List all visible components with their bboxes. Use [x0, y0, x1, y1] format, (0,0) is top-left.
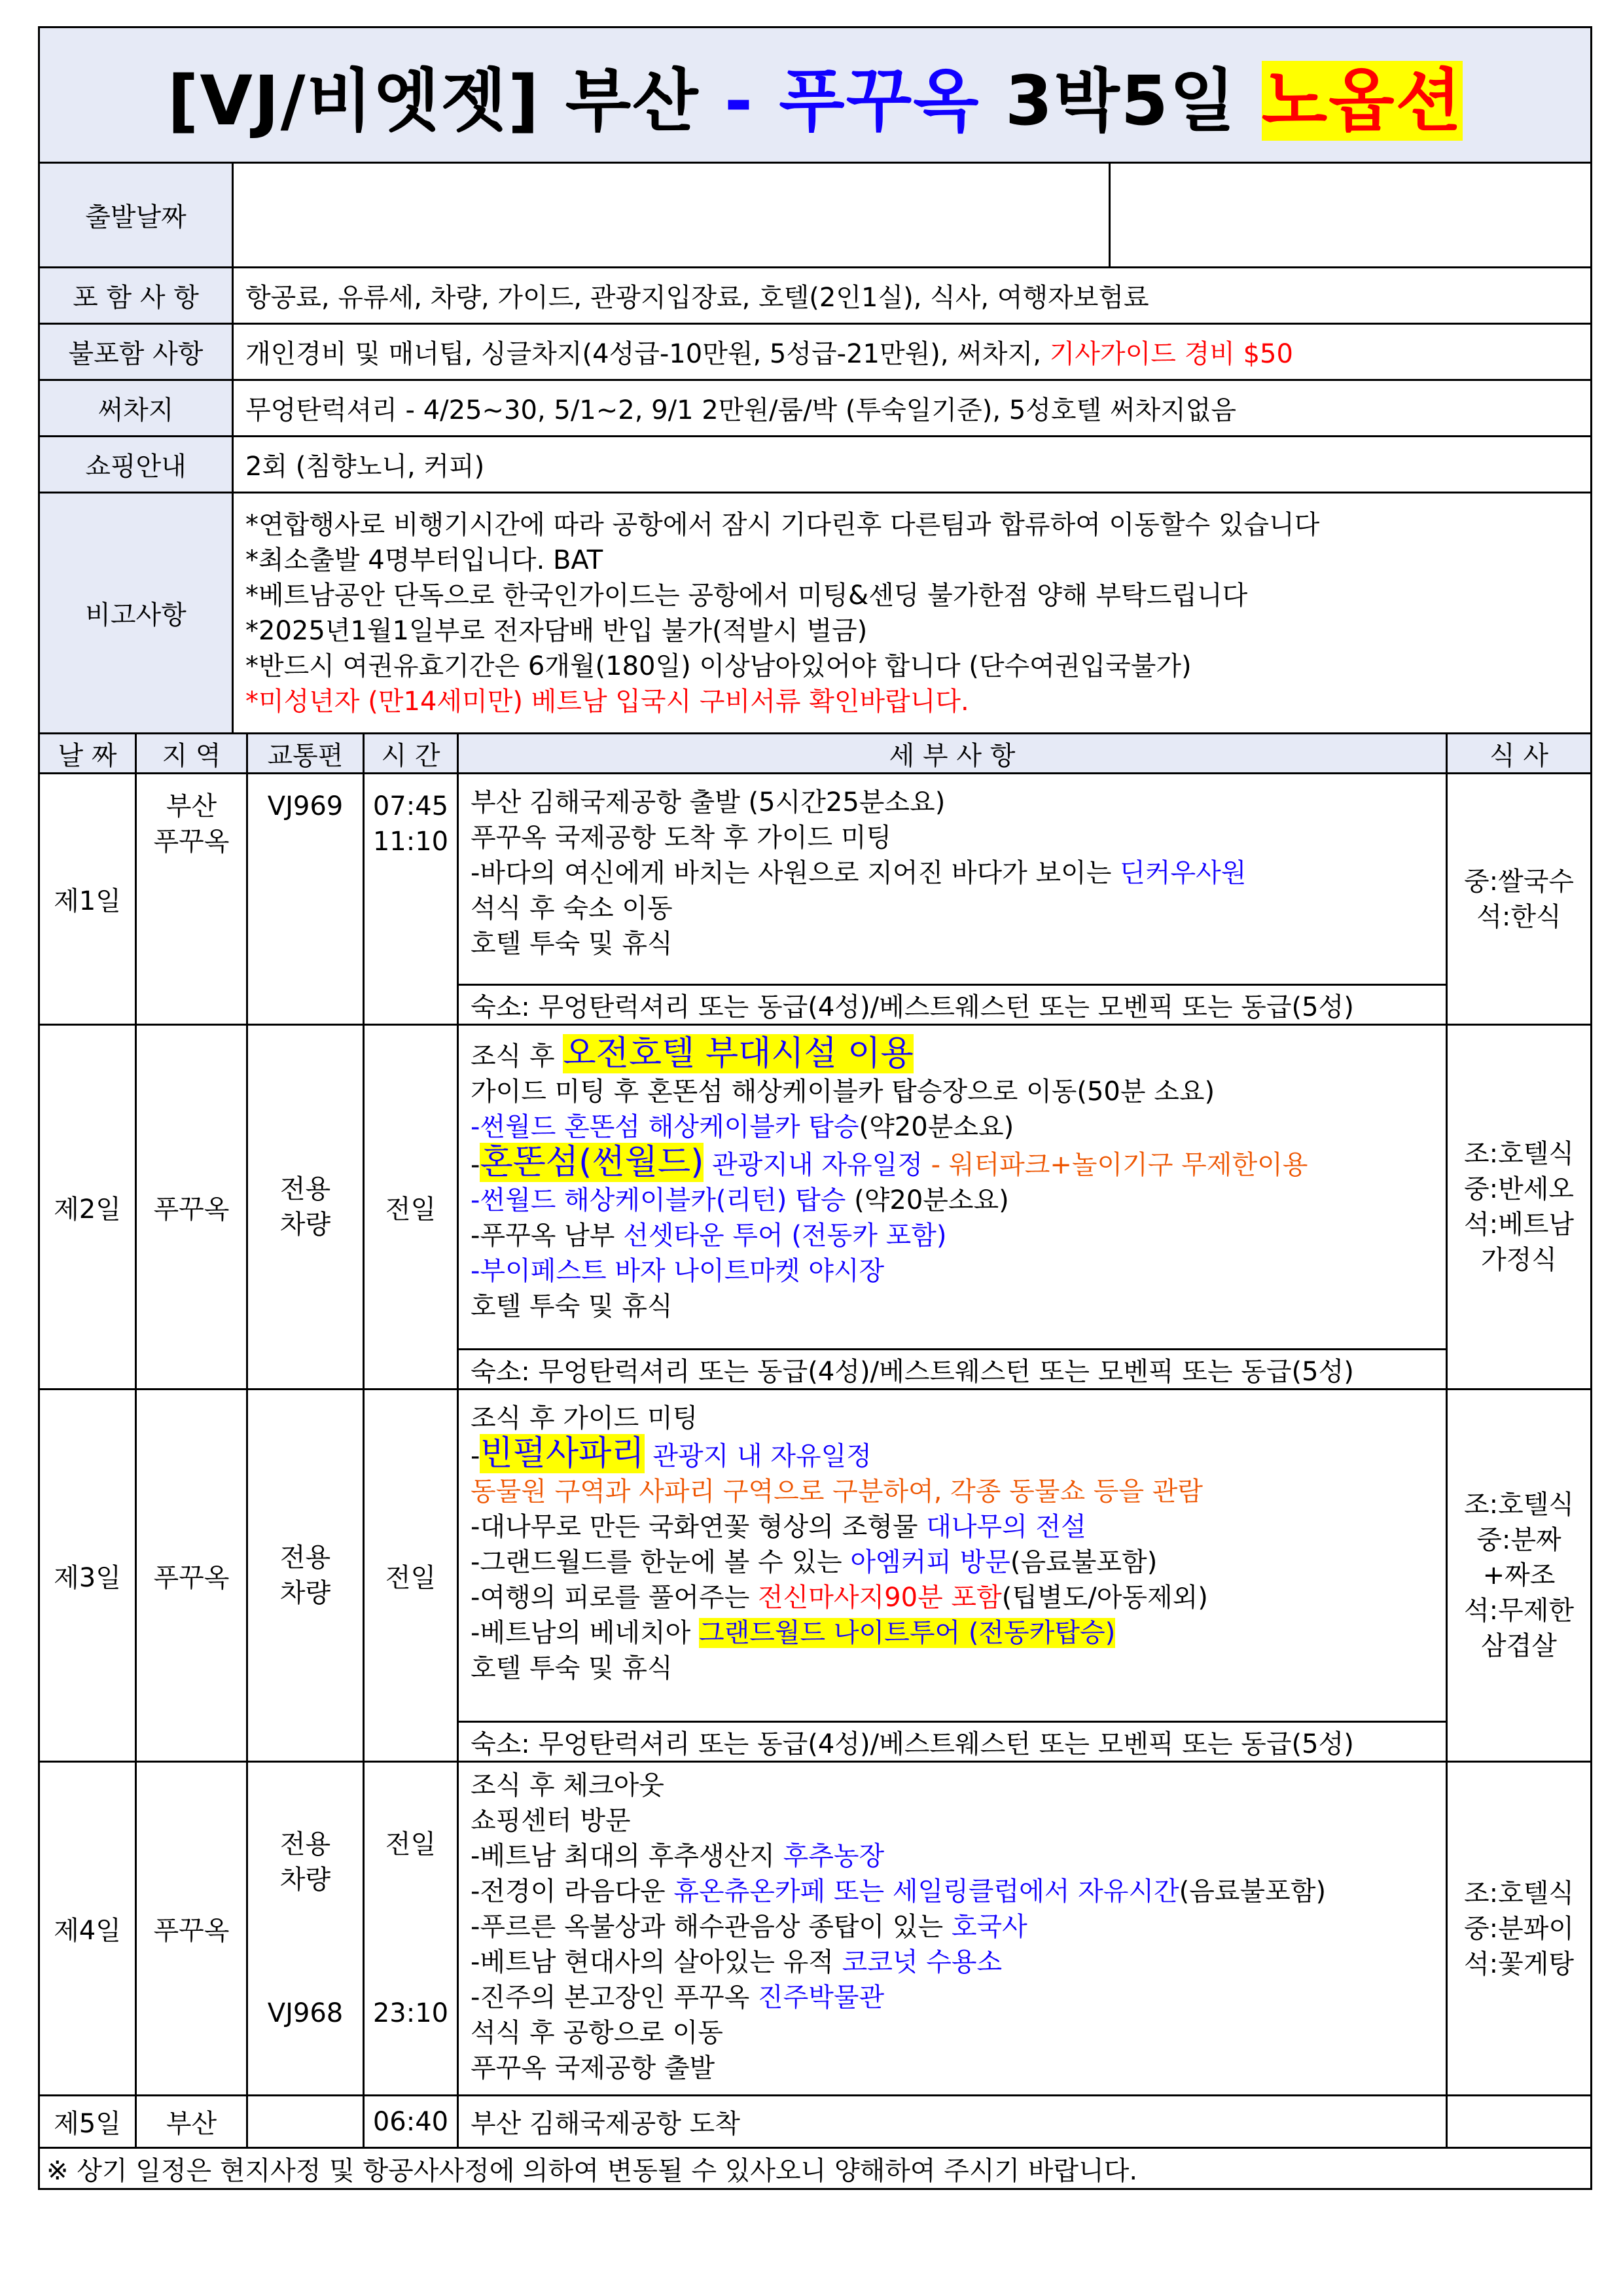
day5-meals: [1447, 2096, 1592, 2148]
detail-line: 푸꾸옥 국제공항 도착 후 가이드 미팅: [471, 823, 892, 853]
day5-region: 부산: [136, 2096, 247, 2148]
surcharge-value: 무엉탄럭셔리 - 4/25~30, 5/1~2, 9/1 2만원/룸/박 (투숙일기준), 5성호텔 써차지없음: [233, 380, 1592, 437]
excludes-label: 불포함 사항: [39, 324, 233, 380]
schedule-notice: ※ 상기 일정은 현지사정 및 항공사사정에 의하여 변동될 수 있사오니 양해하여 주시기 바랍니다.: [39, 2148, 1592, 2189]
detail-line: 부산 김해국제공항 출발 (5시간25분소요): [471, 787, 946, 817]
schedule-table: [38, 732, 1592, 2190]
header-table: [38, 26, 1592, 734]
day3-region: 푸꾸옥: [136, 1390, 247, 1762]
remark-warning-line: *미성년자 (만14세미만) 베트남 입국시 구비서류 확인바랍니다.: [245, 686, 969, 717]
day1-region: 부산 푸꾸옥: [136, 774, 247, 1025]
grand-world-highlight: 그랜드월드 나이트투어 (전동카탑승): [698, 1618, 1116, 1648]
day4-transport-gap: [248, 1897, 363, 1996]
remark-line: *연합행사로 비행기시간에 따라 공항에서 잠시 기다린후 다른팀과 합류하여 이동할수 있습니다: [245, 509, 1320, 540]
hotel-facility-highlight: 오전호텔 부대시설 이용: [563, 1034, 914, 1073]
departure-label: 출발날짜: [39, 163, 233, 268]
detail-line: -베트남의 베네치아 그랜드월드 나이트투어 (전동카탑승): [471, 1618, 1116, 1648]
detail-line: 호텔 투숙 및 휴식: [471, 1653, 673, 1683]
day3-time: 전일: [364, 1390, 458, 1762]
day2-stay: 숙소: 무엉탄럭셔리 또는 동급(4성)/베스트웨스턴 또는 모벤픽 또는 동급(5성): [458, 1350, 1447, 1390]
departure-extra-cell[interactable]: [1110, 163, 1592, 268]
day1-times: [364, 774, 458, 1025]
day1-departure-time: 07:45: [372, 791, 449, 821]
day4-meals: 조:호텔식 중:분꽈이 석:꽃게탕: [1447, 1762, 1592, 2096]
day4-region: 푸꾸옥: [136, 1762, 247, 2096]
detail-line: -빈펄사파리 관광지 내 자유일정: [471, 1434, 872, 1473]
shopping-label: 쇼핑안내: [39, 437, 233, 493]
detail-line: -썬월드 혼똔섬 해상케이블카 탑승(약20분소요): [471, 1112, 1014, 1142]
detail-line: -썬월드 해상케이블카(리턴) 탑승 (약20분소요): [471, 1185, 1009, 1215]
day2-time: 전일: [364, 1025, 458, 1390]
day1-flight: VJ969: [247, 774, 364, 1025]
temple-highlight: 딘커우사원: [1120, 858, 1247, 888]
detail-line: 조식 후 체크아웃: [471, 1770, 664, 1801]
page-title: [39, 27, 1592, 163]
remark-line: *2025년1월1일부로 전자담배 반입 불가(적발시 벌금): [245, 615, 868, 646]
day4-time: 전일: [385, 1829, 437, 1859]
title-prefix: [VJ/비엣젯] 부산: [167, 61, 724, 141]
day4-departure-time: 23:10: [372, 1998, 449, 2028]
day5-label: 제5일: [39, 2096, 136, 2148]
detail-line: 가이드 미팅 후 혼똔섬 해상케이블카 탑승장으로 이동(50분 소요): [471, 1077, 1215, 1107]
detail-line: 호텔 투숙 및 휴식: [471, 1291, 673, 1321]
detail-line: -전경이 라음다운 휴온츄온카페 또는 세일링클럽에서 자유시간(음료불포함): [471, 1876, 1327, 1907]
day1-label: 제1일: [39, 774, 136, 1025]
title-duration: 3박5일: [980, 61, 1262, 141]
departure-date-cell[interactable]: [233, 163, 1110, 268]
day5-details: 부산 김해국제공항 도착: [458, 2096, 1447, 2148]
day4-details: [458, 1762, 1447, 2096]
day2-transport: 전용 차량: [247, 1025, 364, 1390]
day1-meals: 중:쌀국수 석:한식: [1447, 774, 1592, 1025]
detail-line: -대나무로 만든 국화연꽃 형상의 조형물 대나무의 전설: [471, 1512, 1086, 1542]
detail-line: 조식 후 가이드 미팅: [471, 1403, 698, 1433]
shopping-value: 2회 (침향노니, 커피): [233, 437, 1592, 493]
day3-stay: 숙소: 무엉탄럭셔리 또는 동급(4성)/베스트웨스턴 또는 모벤픽 또는 동급(5성): [458, 1722, 1447, 1762]
hon-thom-highlight: 혼똔섬(썬월드): [480, 1143, 704, 1182]
remarks-label: 비고사항: [39, 493, 233, 734]
detail-line: 석식 후 공항으로 이동: [471, 2018, 723, 2048]
day1-arrival-time: 11:10: [372, 827, 449, 857]
detail-line: -푸꾸옥 남부 선셋타운 투어 (전동카 포함): [471, 1221, 947, 1251]
detail-line: -베트남 현대사의 살아있는 유적 코코넛 수용소: [471, 1947, 1003, 1977]
guide-fee-text: 기사가이드 경비 $50: [1049, 339, 1293, 369]
detail-line: -그랜드월드를 한눈에 볼 수 있는 아엠커피 방문(음료불포함): [471, 1547, 1158, 1577]
day5-time: 06:40: [364, 2096, 458, 2148]
day4-label: 제4일: [39, 1762, 136, 2096]
remark-line: *베트남공안 단독으로 한국인가이드는 공항에서 미팅&센딩 불가한점 양해 부탁드립니다: [245, 580, 1248, 611]
detail-line: 석식 후 숙소 이동: [471, 893, 673, 924]
header-day: 날 짜: [39, 734, 136, 774]
detail-line: 조식 후 오전호텔 부대시설 이용: [471, 1034, 914, 1073]
header-transport: 교통편: [247, 734, 364, 774]
day3-transport: 전용 차량: [247, 1390, 364, 1762]
includes-label: 포 함 사 항: [39, 268, 233, 324]
day4-transport-cell: [247, 1762, 364, 2096]
header-details: 세 부 사 항: [458, 734, 1447, 774]
day1-stay: 숙소: 무엉탄럭셔리 또는 동급(4성)/베스트웨스턴 또는 모벤픽 또는 동급(5성): [458, 985, 1447, 1025]
vinpearl-safari-highlight: 빈펄사파리: [480, 1434, 645, 1473]
day5-transport: [247, 2096, 364, 2148]
detail-line: -푸르른 옥불상과 해수관음상 종탑이 있는 호국사: [471, 1912, 1027, 1942]
header-region: 지 역: [136, 734, 247, 774]
day2-details: [458, 1025, 1447, 1350]
day3-meals: 조:호텔식 중:분짜 +짜조 석:무제한 삼겹살: [1447, 1390, 1592, 1762]
title-no-option-tag: 노옵션: [1261, 61, 1463, 141]
remarks-value: [233, 493, 1592, 734]
day1-details: [458, 774, 1447, 985]
detail-line: 호텔 투숙 및 휴식: [471, 929, 673, 959]
remark-line: *최소출발 4명부터입니다. BAT: [245, 545, 603, 575]
day3-details: [458, 1390, 1447, 1722]
title-dash: -: [724, 61, 779, 141]
day4-transport: 전용 차량: [279, 1829, 331, 1895]
detail-line: 푸꾸옥 국제공항 출발: [471, 2053, 715, 2083]
detail-line: -바다의 여신에게 바치는 사원으로 지어진 바다가 보이는 딘커우사원: [471, 858, 1247, 888]
includes-value: 항공료, 유류세, 차량, 가이드, 관광지입장료, 호텔(2인1실), 식사, 여행자보험료: [233, 268, 1592, 324]
title-destination: 푸꾸옥: [779, 61, 980, 141]
day4-flight: VJ968: [267, 1998, 344, 2028]
detail-line: -혼똔섬(썬월드) 관광지내 자유일정 - 워터파크+놀이기구 무제한이용: [471, 1143, 1308, 1182]
day2-meals: 조:호텔식 중:반세오 석:베트남 가정식: [1447, 1025, 1592, 1390]
header-meals: 식 사: [1447, 734, 1592, 774]
detail-line: -여행의 피로를 풀어주는 전신마사지90분 포함(팁별도/아동제외): [471, 1583, 1208, 1613]
detail-line: -진주의 본고장인 푸꾸옥 진주박물관: [471, 1982, 885, 2013]
detail-line: -부이페스트 바자 나이트마켓 야시장: [471, 1256, 885, 1286]
day3-label: 제3일: [39, 1390, 136, 1762]
day2-label: 제2일: [39, 1025, 136, 1390]
excludes-text: 개인경비 및 매너팁, 싱글차지(4성급-10만원, 5성급-21만원), 써차지,: [245, 339, 1050, 369]
excludes-value: [233, 324, 1592, 380]
header-time: 시 간: [364, 734, 458, 774]
surcharge-label: 써차지: [39, 380, 233, 437]
detail-line: 쇼핑센터 방문: [471, 1806, 631, 1836]
day2-region: 푸꾸옥: [136, 1025, 247, 1390]
remark-line: *반드시 여권유효기간은 6개월(180일) 이상남아있어야 합니다 (단수여권입국불가): [245, 651, 1192, 681]
detail-line: 동물원 구역과 사파리 구역으로 구분하여, 각종 동물쇼 등을 관람: [471, 1477, 1204, 1507]
day4-time-cell: [364, 1762, 458, 2096]
itinerary-sheet: [38, 26, 1590, 2190]
day4-time-gap: [365, 1862, 457, 1996]
detail-line: -베트남 최대의 후추생산지 후추농장: [471, 1841, 885, 1871]
